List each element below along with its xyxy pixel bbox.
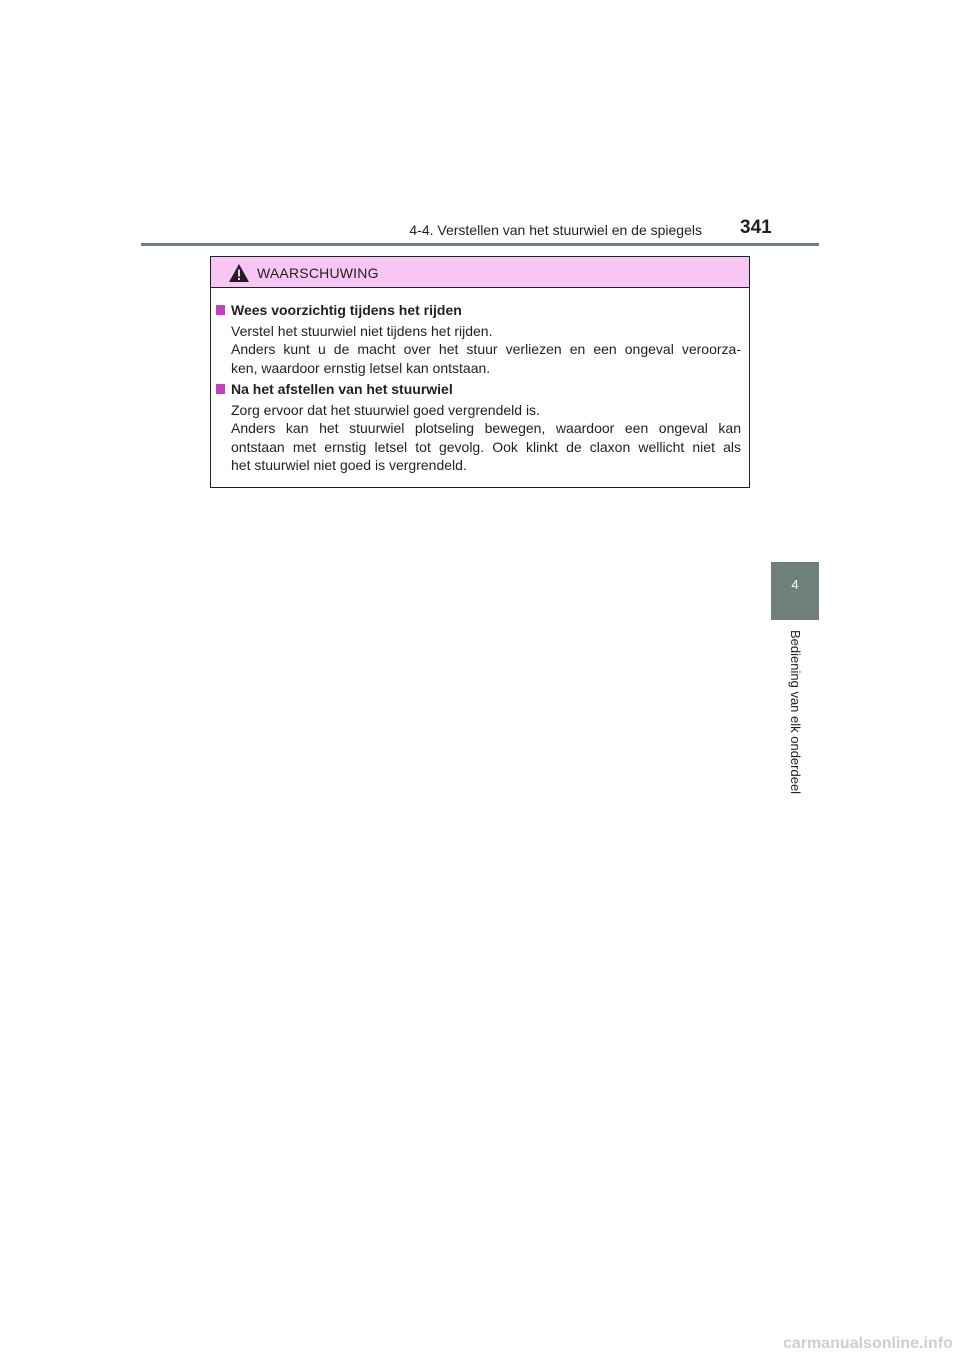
text-line: Verstel het stuurwiel niet tijdens het rijden.	[231, 322, 493, 339]
text-line: Anders kan het stuurwiel plotseling bewegen, waardoor een ongeval kan	[231, 420, 741, 436]
warning-body	[211, 288, 749, 475]
text-line: ontstaan met ernstig letsel tot gevolg. Ook klinkt de claxon wellicht niet als	[231, 438, 741, 455]
chapter-tab: 4	[771, 562, 819, 620]
warning-header	[211, 257, 749, 288]
warning-title: WAARSCHUWING	[257, 265, 379, 281]
square-bullet-icon	[216, 384, 225, 394]
warning-item-text	[215, 401, 741, 475]
warning-item-heading: Na het afstellen van het stuurwiel	[215, 380, 741, 399]
text-line: Anders kunt u de macht over het stuur verliezen en een ongeval veroorza-	[231, 341, 741, 357]
text-line: ken, waardoor ernstig letsel kan ontstaan.	[231, 359, 491, 376]
header-rule	[141, 243, 819, 246]
text-line: het stuurwiel niet goed is vergrendeld.	[231, 457, 467, 473]
square-bullet-icon	[216, 305, 225, 315]
chapter-label: Bediening van elk onderdeel	[788, 630, 803, 795]
text-line: Zorg ervoor dat het stuurwiel goed vergrendeld is.	[231, 401, 540, 418]
warning-box	[210, 256, 750, 488]
warning-triangle-icon	[228, 263, 250, 283]
section-title: 4-4. Verstellen van het stuurwiel en de spiegels	[409, 222, 702, 238]
page-number: 341	[740, 217, 772, 238]
warning-item-heading: Wees voorzichtig tijdens het rijden	[215, 301, 741, 320]
watermark: carmanualsonline.info	[783, 1335, 953, 1352]
warning-item-text	[215, 322, 741, 378]
